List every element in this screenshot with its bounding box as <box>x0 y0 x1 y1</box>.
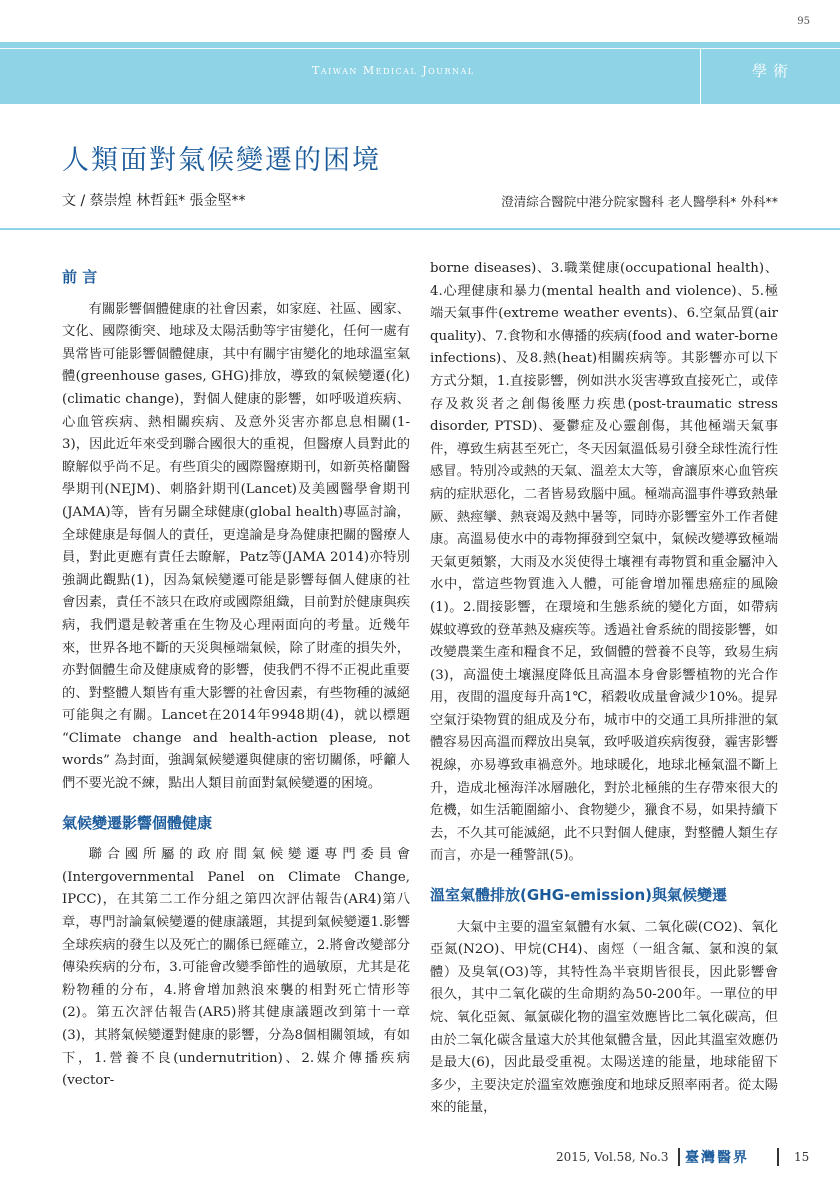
banner-line <box>0 48 840 49</box>
footer-bar-right <box>777 1148 779 1166</box>
section-heading-ghg: 溫室氣體排放(GHG-emission)與氣候變遷 <box>430 886 728 905</box>
banner-divider <box>700 48 701 104</box>
paragraph-ipcc: 聯合國所屬的政府間氣候變遷專門委員會(Intergovernmental Panel on Climate Change, IPCC)，在其第二工作分組之第四次評估報告(AR4)第八章，專門討論氣候變遷的健康議題，其提到氣候變遷1.影響全球疾病的發生以及死亡的關係已經確立，2.將會改變部分傳染疾病的分布，3.可能會改變季節性的過敏原，尤其是花粉物種的分布，4.將會增加熱浪來襲的相對死亡情形等(2)。第五次評估報告(AR5)將其健康議題改到第十一章(3)，其將氣候變遷對健康的影響，分為8個相關領域，有如下，1.營養不良(undernutrition)、2.媒介傳播疾病(vector- <box>62 847 410 1089</box>
footer-citation: 2015, Vol.58, No.3 <box>556 1150 669 1164</box>
footer-page-number: 15 <box>794 1150 810 1164</box>
article-affiliation: 澄清綜合醫院中港分院家醫科 老人醫學科* 外科** <box>501 194 778 209</box>
paragraph-ghg: 大氣中主要的溫室氣體有水氣、二氧化碳(CO2)、氧化亞氮(N2O)、甲烷(CH4)、鹵烴（一組含氟、氯和溴的氣體）及臭氧(O3)等，其特性為半衰期皆很長，因此影響會很久，其中二氧化碳的生命期約為50-200年。一單位的甲烷、氧化亞氮、氟氯碳化物的溫室效應皆比二氧化碳高，但由於二氧化碳含量遠大於其他氣體含量，因此其溫室效應仍是最大(6)，因此最受重視。太陽送達的能量，地球能留下多少，主要決定於溫室效應強度和地球反照率兩者。從太陽來的能量， <box>430 919 778 1116</box>
journal-name: Taiwan Medical Journal <box>312 64 475 77</box>
footer-journal-logo: 臺灣醫界 <box>685 1150 749 1166</box>
section-label: 學術 <box>752 62 795 80</box>
paragraph-intro: 有關影響個體健康的社會因素，如家庭、社區、國家、文化、國際衝突、地球及太陽活動等宇宙變化，任何一處有異常皆可能影響個體健康，其中有關宇宙變化的地球溫室氣體(greenhouse gases, GHG)排放，導致的氣候變遷(化)(climatic change)，對個人健康的影響，如呼吸道疾病、心血管疾病、熱相關疾病、及意外災害亦都息息相關(1-3)，因此近年來受到聯合國很大的重視，但醫療人員對此的瞭解似乎尚不足。有些頂尖的國際醫療期刊，如新英格蘭醫學期刊(NEJM)、刺胳針期刊(Lancet)及美國醫學會期刊(JAMA)等，皆有另闢全球健康(global health)專區討論，全球健康是每個人的責任，更遑論是身為健康把關的醫療人員，對此更應有責任去瞭解，Patz等(JAMA 2014)亦特別強調此觀點(1)，因為氣候變遷可能是影響每個人健康的社會因素，責任不該只在政府或國際組織，目前對於健康與疾病，我們還是較著重在生物及心理兩面向的考量。近幾年來，世界各地不斷的天災與極端氣候，除了財產的損失外，亦對個體生命及健康威脅的影響，使我們不得不正視此重要的、對整體人類皆有重大影響的社會因素，有些物種的滅絕可能與之有關。Lancet在2014年9948期(4)，就以標題 “Climate change and health-action please, not words” 為封面，強調氣候變遷與健康的密切關係，呼籲人們不要光說不練，點出人類目前面對氣候變遷的困境。 <box>62 301 410 792</box>
section-heading-intro: 前 言 <box>62 268 98 286</box>
header-banner <box>0 42 840 104</box>
article-authors: 文 / 蔡崇煌 林哲鈺* 張金堅** <box>62 193 246 209</box>
section-heading-health: 氣候變遷影響個體健康 <box>62 813 213 832</box>
right-column <box>430 258 778 1120</box>
footer-bar-left <box>678 1148 680 1166</box>
paragraph-impacts: borne diseases)、3.職業健康(occupational health)、4.心理健康和暴力(mental health and violence)、5.極端天氣事件(extreme weather events)、6.空氣品質(air quality)、7.食物和水傳播的疾病(food and water-borne infections)、及8.熱(heat)相關疾病等。其影響亦可以下方式分類，1.直接影響，例如洪水災害導致直接死亡，或倖存及救災者之創傷後壓力疾患(post-traumatic stress disorder, PTSD)、憂鬱症及心靈創傷，其他極端天氣事件，導致生病甚至死亡，冬天因氣溫低易引發全球性流行性感冒。特別冷或熱的天氣、溫差太大等，會讓原來心血管疾病的症狀惡化，二者皆易致腦中風。極端高溫事件導致熱暈厥、熱痙攣、熱衰竭及熱中暑等，同時亦影響室外工作者健康。高溫易使水中的毒物揮發到空氣中，氣候改變導致極端天氣更頻繁，大雨及水災使得土壤裡有毒物質和重金屬沖入水中，當這些物質進入人體，可能會增加罹患癌症的風險(1)。2.間接影響，在環境和生態系統的變化方面，如帶病媒蚊導致的登革熱及瘧疾等。透過社會系統的間接影響，如改變農業生產和糧食不足，致個體的營養不良等，致易生病(3)，高溫使土壤濕度降低且高溫本身會影響植物的光合作用，夜間的溫度每升高1℃，稻穀收成量會減少10%。提昇空氣汙染物質的組成及分布，城市中的交通工具所排泄的氣體容易因高溫而釋放出臭氧，致呼吸道疾病復發，霾害影響視線，亦易導致車禍意外。地球暖化，地球北極氣溫不斷上升，造成北極海洋冰層融化，對於北極熊的生存帶來很大的危機，如生活範圍縮小、食物變少，獵食不易，如果持續下去，不久其可能滅絕，此不只對個人健康，對整體人類生存而言，亦是一種警訊(5)。 <box>430 261 778 864</box>
left-column <box>62 258 410 1093</box>
page-number-top: 95 <box>797 16 810 27</box>
header-rule <box>0 228 840 230</box>
article-title: 人類面對氣候變遷的困境 <box>62 145 381 176</box>
page-footer <box>0 1144 840 1174</box>
